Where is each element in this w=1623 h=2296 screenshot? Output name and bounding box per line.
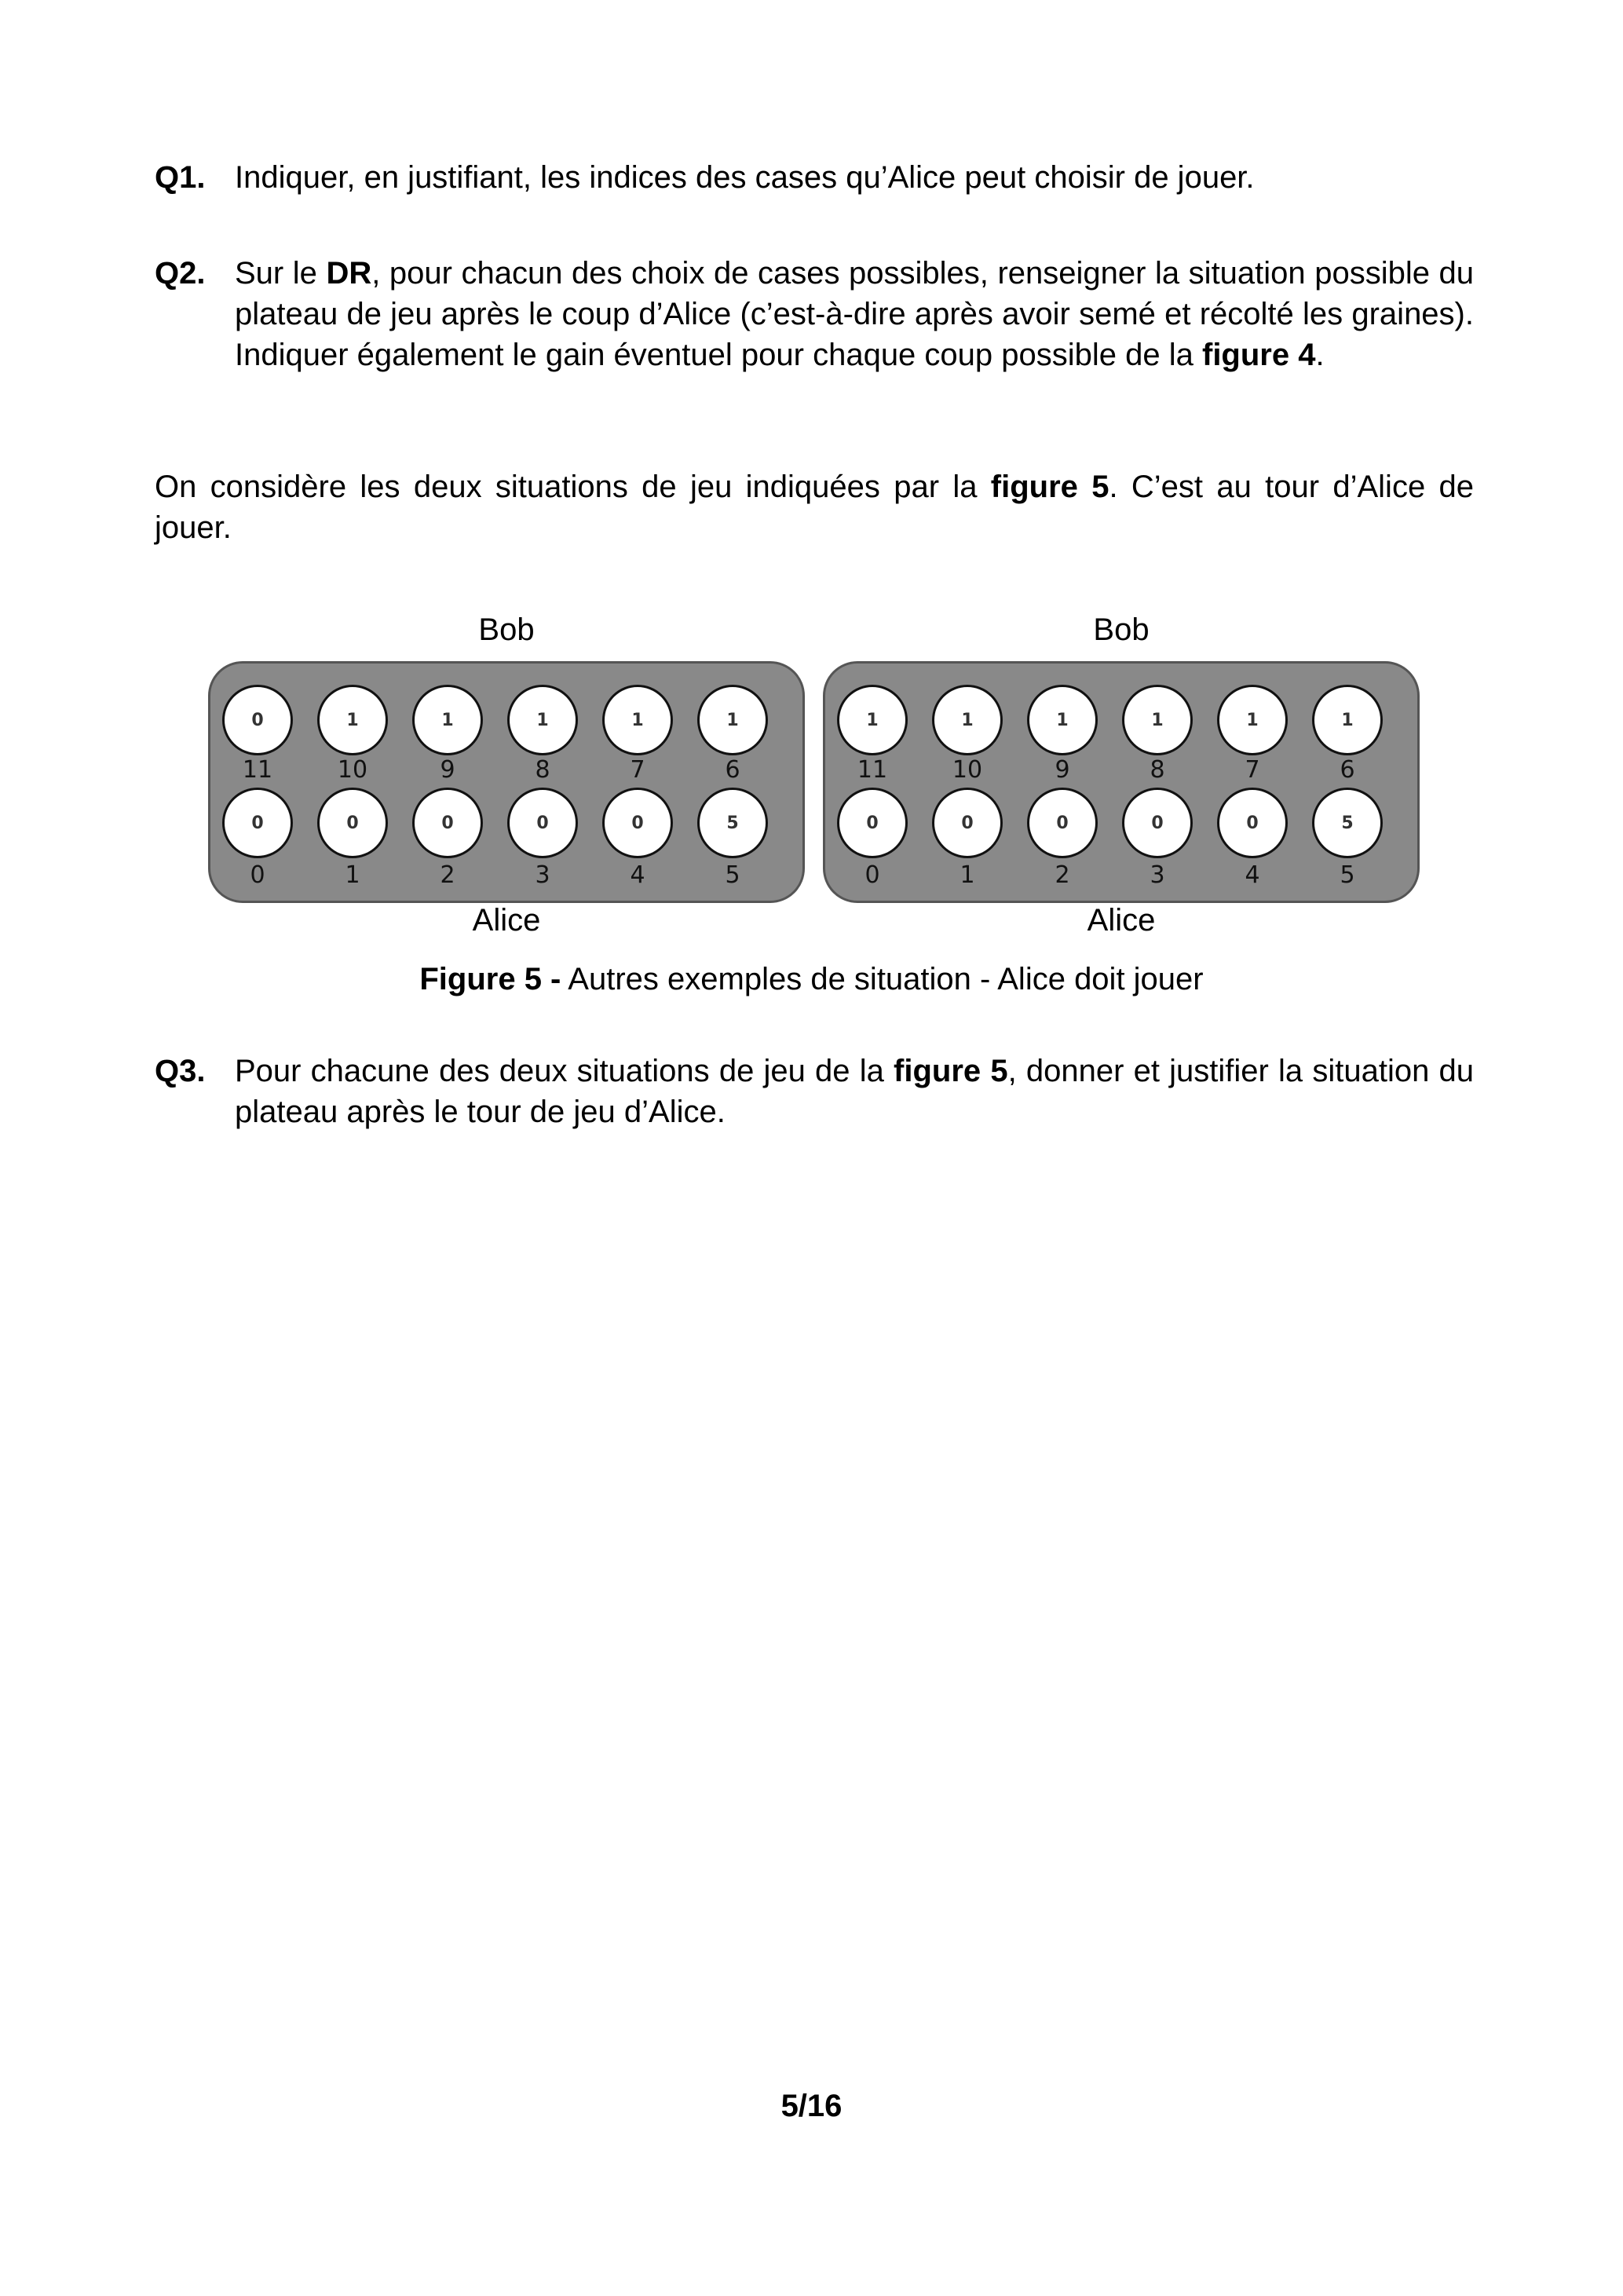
pit-index: 1 — [960, 861, 975, 889]
text-run: On considère les deux situations de jeu indiquées par la — [155, 470, 991, 504]
bold-run: figure 5 — [990, 470, 1109, 504]
text-run: Sur le — [235, 256, 327, 291]
pit-index: 11 — [242, 756, 273, 784]
pit-bottom: 0 — [837, 788, 908, 858]
pit-bottom: 5 — [1312, 788, 1383, 858]
pit-index: 3 — [1150, 861, 1165, 889]
text-run: Pour chacune des deux situations de jeu de la — [235, 1054, 894, 1088]
bold-run: DR — [326, 256, 372, 291]
text-run: , donner et justifier la situation du plateau après le tour de jeu d’Alice. — [235, 1054, 1474, 1129]
question-2 — [155, 253, 1474, 375]
pit-index: 9 — [1055, 756, 1070, 784]
question-text — [235, 253, 1474, 375]
pit-index: 7 — [630, 756, 645, 784]
pit-top: 1 — [317, 685, 388, 755]
pit-bottom: 0 — [602, 788, 673, 858]
pit-index: 7 — [1245, 756, 1260, 784]
pit-index: 10 — [952, 756, 983, 784]
pit-index: 8 — [1150, 756, 1165, 784]
top-player-label: Bob — [478, 612, 535, 647]
pit-bottom: 0 — [412, 788, 483, 858]
pit-bottom: 0 — [317, 788, 388, 858]
game-board — [823, 661, 1420, 903]
text-run: . — [1315, 338, 1325, 372]
pit-top: 1 — [1217, 685, 1288, 755]
pit-top: 0 — [222, 685, 293, 755]
pit-top: 1 — [932, 685, 1003, 755]
figure-caption — [0, 962, 1623, 997]
pit-top: 1 — [1027, 685, 1098, 755]
text-run: , pour chacun des choix de cases possibles, renseigner la situation possible du plateau de jeu après le coup d’Alice (c’est-à-dire après avoir semé et récolté les graines). Indiquer également le gain éventuel pour chaque coup possible de la — [235, 256, 1474, 372]
caption-text: Autres exemples de situation - Alice doit jouer — [561, 962, 1204, 996]
question-label: Q3. — [155, 1054, 206, 1088]
top-player-label: Bob — [1093, 612, 1150, 647]
pit-index: 1 — [345, 861, 360, 889]
pit-bottom: 0 — [1027, 788, 1098, 858]
pit-index: 2 — [1055, 861, 1070, 889]
pit-index: 10 — [337, 756, 368, 784]
page-number: 5/16 — [780, 2089, 843, 2123]
game-board — [208, 661, 805, 903]
question-text: Indiquer, en justifiant, les indices des cases qu’Alice peut choisir de jouer. — [235, 160, 1255, 195]
pit-index: 2 — [440, 861, 455, 889]
pit-top: 1 — [412, 685, 483, 755]
pit-index: 3 — [535, 861, 550, 889]
pit-index: 6 — [1340, 756, 1355, 784]
intro-paragraph — [155, 466, 1474, 548]
pit-index: 4 — [630, 861, 645, 889]
bottom-player-label: Alice — [1087, 903, 1156, 938]
pit-index: 5 — [725, 861, 740, 889]
pit-top: 1 — [507, 685, 578, 755]
pit-top: 1 — [602, 685, 673, 755]
question-label: Q1. — [155, 160, 206, 195]
question-text — [235, 1051, 1474, 1132]
board-figure-right — [823, 612, 1420, 942]
pit-bottom: 0 — [932, 788, 1003, 858]
pit-bottom: 0 — [1217, 788, 1288, 858]
pit-index: 6 — [725, 756, 740, 784]
bold-run: figure 5 — [894, 1054, 1008, 1088]
pit-bottom: 0 — [1122, 788, 1193, 858]
pit-index: 0 — [865, 861, 880, 889]
caption-label: Figure 5 - — [419, 962, 561, 996]
question-label: Q2. — [155, 256, 206, 291]
board-figure-left — [208, 612, 805, 942]
question-1 — [155, 157, 1474, 198]
pit-index: 11 — [857, 756, 888, 784]
bottom-player-label: Alice — [472, 903, 541, 938]
pit-top: 1 — [1122, 685, 1193, 755]
pit-index: 9 — [440, 756, 455, 784]
pit-bottom: 5 — [697, 788, 768, 858]
pit-top: 1 — [1312, 685, 1383, 755]
pit-top: 1 — [697, 685, 768, 755]
text-run: . C’est au tour d’Alice de jouer. — [155, 470, 1474, 545]
pit-index: 5 — [1340, 861, 1355, 889]
pit-bottom: 0 — [507, 788, 578, 858]
pit-index: 4 — [1245, 861, 1260, 889]
pit-index: 8 — [535, 756, 550, 784]
question-3 — [155, 1051, 1474, 1132]
bold-run: figure 4 — [1202, 338, 1316, 372]
pit-bottom: 0 — [222, 788, 293, 858]
pit-index: 0 — [250, 861, 265, 889]
pit-top: 1 — [837, 685, 908, 755]
